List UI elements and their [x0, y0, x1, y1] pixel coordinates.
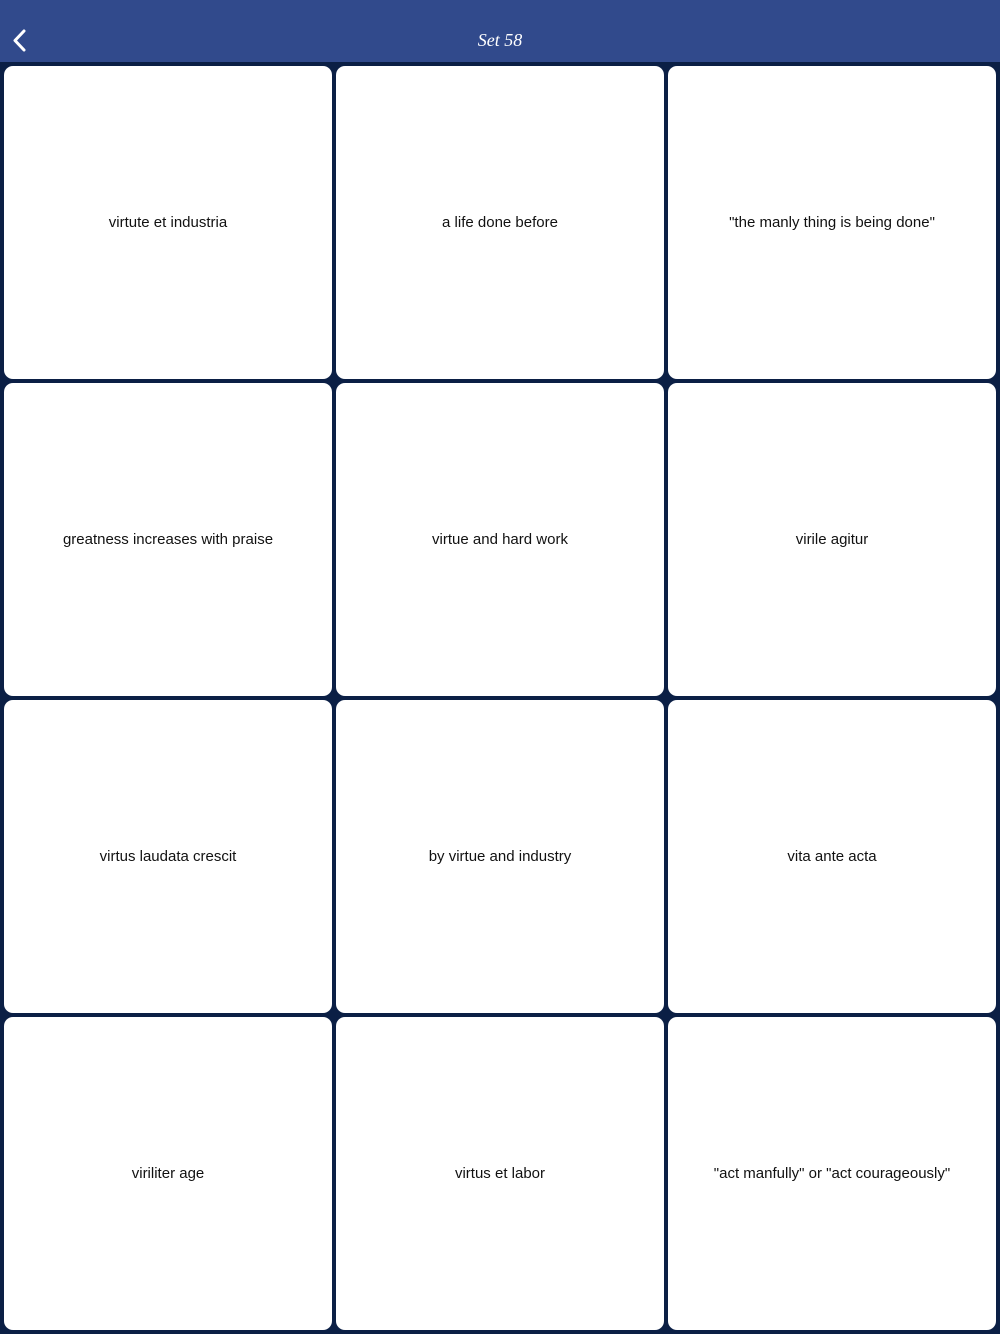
page-title: Set 58	[477, 30, 523, 50]
flash-card[interactable]	[4, 66, 332, 379]
card-text: a life done before	[442, 214, 558, 231]
card-text: vita ante acta	[787, 848, 877, 865]
card-grid	[4, 66, 996, 1330]
card-text: virtute et industria	[108, 214, 228, 231]
card-text: "the manly thing is being done"	[729, 214, 935, 231]
card-text: by virtue and industry	[428, 848, 572, 865]
card-text: virtue and hard work	[432, 531, 568, 548]
card-text: "act manfully" or "act courageously"	[713, 1165, 951, 1182]
flash-card[interactable]	[4, 700, 332, 1013]
flash-card[interactable]	[336, 66, 664, 379]
flash-card[interactable]	[668, 66, 996, 379]
flash-card[interactable]	[4, 383, 332, 696]
card-text: viriliter age	[131, 1165, 205, 1182]
card-text: virtus laudata crescit	[99, 848, 237, 865]
flash-card[interactable]	[4, 1017, 332, 1330]
flash-card[interactable]	[336, 383, 664, 696]
flash-card[interactable]	[668, 383, 996, 696]
flash-card[interactable]	[668, 700, 996, 1013]
card-text: greatness increases with praise	[62, 531, 274, 548]
flash-card[interactable]	[336, 1017, 664, 1330]
flash-card[interactable]	[668, 1017, 996, 1330]
nav-bar	[0, 0, 1000, 62]
card-text: virile agitur	[795, 531, 869, 548]
flash-card[interactable]	[336, 700, 664, 1013]
card-text: virtus et labor	[454, 1165, 546, 1182]
